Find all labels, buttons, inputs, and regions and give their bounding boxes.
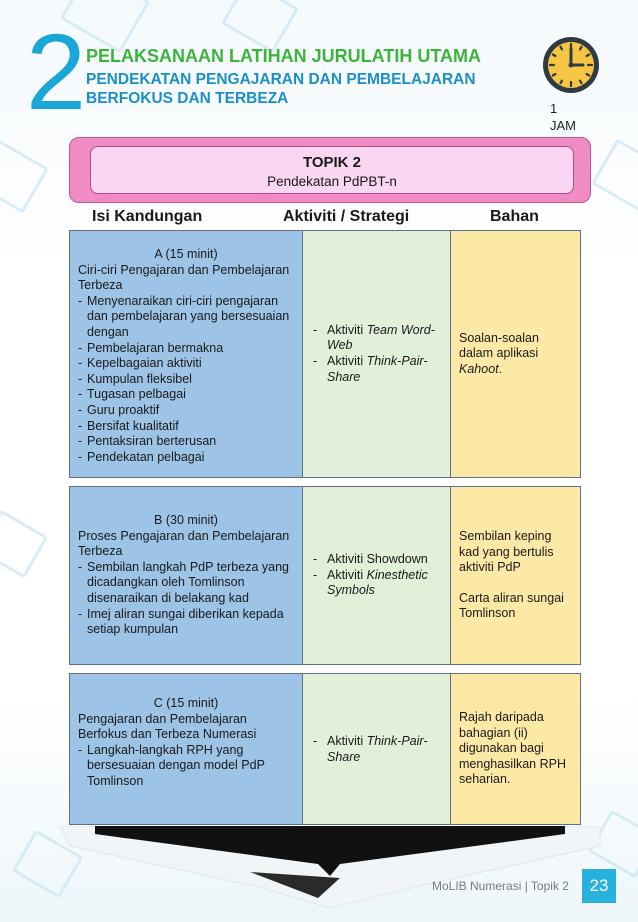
bottom-decor <box>0 826 638 922</box>
page-number: 23 <box>582 869 616 903</box>
list-item: - Pendekatan pelbagai <box>78 450 294 466</box>
table-row <box>69 673 581 825</box>
list-item: - Tugasan pelbagai <box>78 387 294 403</box>
topic-title: TOPIK 2 <box>302 154 362 171</box>
material-item: Rajah daripada bahagian (ii) digunakan bagi menghasilkan RPH seharian. <box>459 710 566 787</box>
material-text: Soalan-soalan dalam aplikasi <box>459 330 539 361</box>
column-header-material: Bahan <box>490 208 539 225</box>
list-item: - Imej aliran sungai diberikan kepada setiap kumpulan <box>78 607 294 638</box>
topic-subtitle: Pendekatan PdPBT-n <box>267 174 397 189</box>
duration-label <box>550 100 576 134</box>
page-subtitle: PENDEKATAN PENGAJARAN DAN PEMBELAJARAN BERFOKUS DAN TERBEZA <box>86 71 476 107</box>
material-suffix: . <box>498 361 503 376</box>
activity-list <box>311 323 442 385</box>
list-item: - Kumpulan fleksibel <box>78 372 294 388</box>
content-cell <box>69 673 303 825</box>
list-item: - Pembelajaran bermakna <box>78 341 294 357</box>
material-item: Sembilan keping kad yang bertulis aktiviti PdP <box>459 529 554 575</box>
list-item: - Sembilan langkah PdP terbeza yang dicadangkan oleh Tomlinson disenaraikan di belakang kad <box>78 560 294 607</box>
topic-box <box>69 137 591 203</box>
table-row <box>69 230 581 478</box>
decor-hexagon <box>0 509 48 578</box>
section-heading: Proses Pengajaran dan Pembelajaran Terbeza <box>78 528 290 559</box>
activity-text: Aktiviti <box>327 322 367 337</box>
activity-item <box>311 354 442 385</box>
content-cell <box>69 230 303 478</box>
material-item <box>459 331 572 378</box>
activity-text: Aktiviti <box>327 567 367 582</box>
activity-item <box>311 734 442 765</box>
duration-unit: JAM <box>550 118 576 133</box>
clock-icon <box>540 34 602 96</box>
activity-name: Team Word-Web <box>327 322 435 353</box>
list-item: - Guru proaktif <box>78 403 294 419</box>
activity-cell <box>303 486 451 665</box>
section-title: C (15 minit) <box>153 696 219 710</box>
activity-name: Think-Pair-Share <box>327 734 428 764</box>
list-item: - Pentaksiran berterusan <box>78 434 294 450</box>
activity-text: Aktiviti Showdown <box>327 552 428 567</box>
activity-list <box>311 734 442 765</box>
list-item: - Menyenaraikan ciri-ciri pengajaran dan pembelajaran yang bersesuaian dengan <box>78 294 294 341</box>
activity-cell <box>303 230 451 478</box>
activity-list <box>311 552 442 599</box>
activity-item <box>311 552 442 568</box>
activity-cell <box>303 673 451 825</box>
activity-name: Kinesthetic Symbols <box>327 567 428 598</box>
material-item: Carta aliran sungai Tomlinson <box>459 590 564 621</box>
activity-text: Aktiviti <box>327 354 367 368</box>
section-title: B (30 minit) <box>154 513 218 527</box>
list-item: - Kepelbagaian aktiviti <box>78 356 294 372</box>
page-title: PELAKSANAAN LATIHAN JURULATIH UTAMA <box>86 46 481 66</box>
column-header-content: Isi Kandungan <box>92 208 203 225</box>
material-name: Kahoot <box>459 361 499 376</box>
material-spacer <box>459 576 572 591</box>
section-title: A (15 minit) <box>154 247 218 261</box>
activity-item <box>311 323 442 354</box>
decor-hexagon <box>0 138 49 213</box>
duration-value: 1 <box>550 101 558 116</box>
activity-text: Aktiviti <box>327 734 367 748</box>
footer-label: MoLIB Numerasi | Topik 2 <box>432 879 569 893</box>
content-list <box>78 294 294 466</box>
material-cell <box>451 673 581 825</box>
material-cell <box>451 486 581 665</box>
activity-name: Think-Pair-Share <box>327 354 428 384</box>
decor-hexagon <box>591 138 638 213</box>
section-heading: Pengajaran dan Pembelajaran Berfokus dan Terbeza Numerasi <box>78 711 257 742</box>
list-item: - Langkah-langkah RPH yang bersesuaian dengan model PdP Tomlinson <box>78 743 294 790</box>
column-header-activity: Aktiviti / Strategi <box>283 208 410 225</box>
content-cell <box>69 486 303 665</box>
chapter-number: 2 <box>26 11 83 132</box>
content-list <box>78 743 294 790</box>
list-item: - Bersifat kualitatif <box>78 419 294 435</box>
material-cell <box>451 230 581 478</box>
activity-item <box>311 568 442 599</box>
topic-box-inner <box>90 146 574 194</box>
table-row <box>69 486 581 665</box>
content-list <box>78 560 294 638</box>
section-heading: Ciri-ciri Pengajaran dan Pembelajaran Terbeza <box>78 262 290 293</box>
